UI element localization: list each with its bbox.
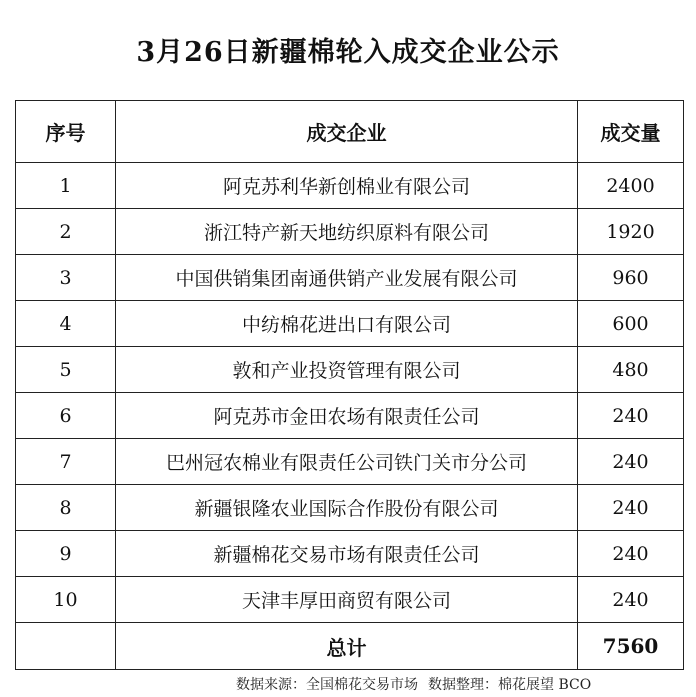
table-row bbox=[16, 393, 684, 439]
table-row bbox=[16, 209, 684, 255]
table-row bbox=[16, 347, 684, 393]
total-seq-empty bbox=[16, 623, 116, 670]
transaction-table bbox=[15, 100, 684, 670]
row-volume: 2400 bbox=[578, 163, 684, 209]
table-row bbox=[16, 531, 684, 577]
source-text: 数据来源：全国棉花交易市场 bbox=[236, 677, 418, 693]
row-company: 巴州冠农棉业有限责任公司铁门关市分公司 bbox=[116, 439, 578, 485]
table-row bbox=[16, 255, 684, 301]
row-company: 天津丰厚田商贸有限公司 bbox=[116, 577, 578, 623]
page-title: 3月26日新疆棉轮入成交企业公示 bbox=[136, 37, 560, 68]
table-row bbox=[16, 577, 684, 623]
header-seq: 序号 bbox=[16, 101, 116, 163]
row-company: 阿克苏市金田农场有限责任公司 bbox=[116, 393, 578, 439]
table-header-row bbox=[16, 101, 684, 163]
total-row bbox=[16, 623, 684, 670]
row-company: 新疆棉花交易市场有限责任公司 bbox=[116, 531, 578, 577]
row-seq: 7 bbox=[16, 439, 116, 485]
row-volume: 960 bbox=[578, 255, 684, 301]
table-row bbox=[16, 301, 684, 347]
row-volume: 240 bbox=[578, 439, 684, 485]
table-row bbox=[16, 439, 684, 485]
row-volume: 480 bbox=[578, 347, 684, 393]
total-volume: 7560 bbox=[578, 623, 684, 670]
row-seq: 3 bbox=[16, 255, 116, 301]
row-seq: 1 bbox=[16, 163, 116, 209]
row-seq: 4 bbox=[16, 301, 116, 347]
row-seq: 5 bbox=[16, 347, 116, 393]
row-seq: 9 bbox=[16, 531, 116, 577]
row-company: 中纺棉花进出口有限公司 bbox=[116, 301, 578, 347]
row-seq: 8 bbox=[16, 485, 116, 531]
table-row bbox=[16, 163, 684, 209]
row-company: 新疆银隆农业国际合作股份有限公司 bbox=[116, 485, 578, 531]
row-volume: 240 bbox=[578, 577, 684, 623]
row-volume: 240 bbox=[578, 531, 684, 577]
row-seq: 6 bbox=[16, 393, 116, 439]
row-company: 中国供销集团南通供销产业发展有限公司 bbox=[116, 255, 578, 301]
compiler-text: 数据整理：棉花展望 BCO bbox=[428, 677, 592, 693]
row-volume: 240 bbox=[578, 485, 684, 531]
row-volume: 1920 bbox=[578, 209, 684, 255]
data-source-note bbox=[236, 674, 696, 694]
row-volume: 600 bbox=[578, 301, 684, 347]
header-volume: 成交量 bbox=[578, 101, 684, 163]
row-seq: 2 bbox=[16, 209, 116, 255]
row-company: 阿克苏利华新创棉业有限公司 bbox=[116, 163, 578, 209]
row-seq: 10 bbox=[16, 577, 116, 623]
total-label: 总计 bbox=[116, 623, 578, 670]
row-company: 敦和产业投资管理有限公司 bbox=[116, 347, 578, 393]
header-company: 成交企业 bbox=[116, 101, 578, 163]
table-row bbox=[16, 485, 684, 531]
row-volume: 240 bbox=[578, 393, 684, 439]
row-company: 浙江特产新天地纺织原料有限公司 bbox=[116, 209, 578, 255]
